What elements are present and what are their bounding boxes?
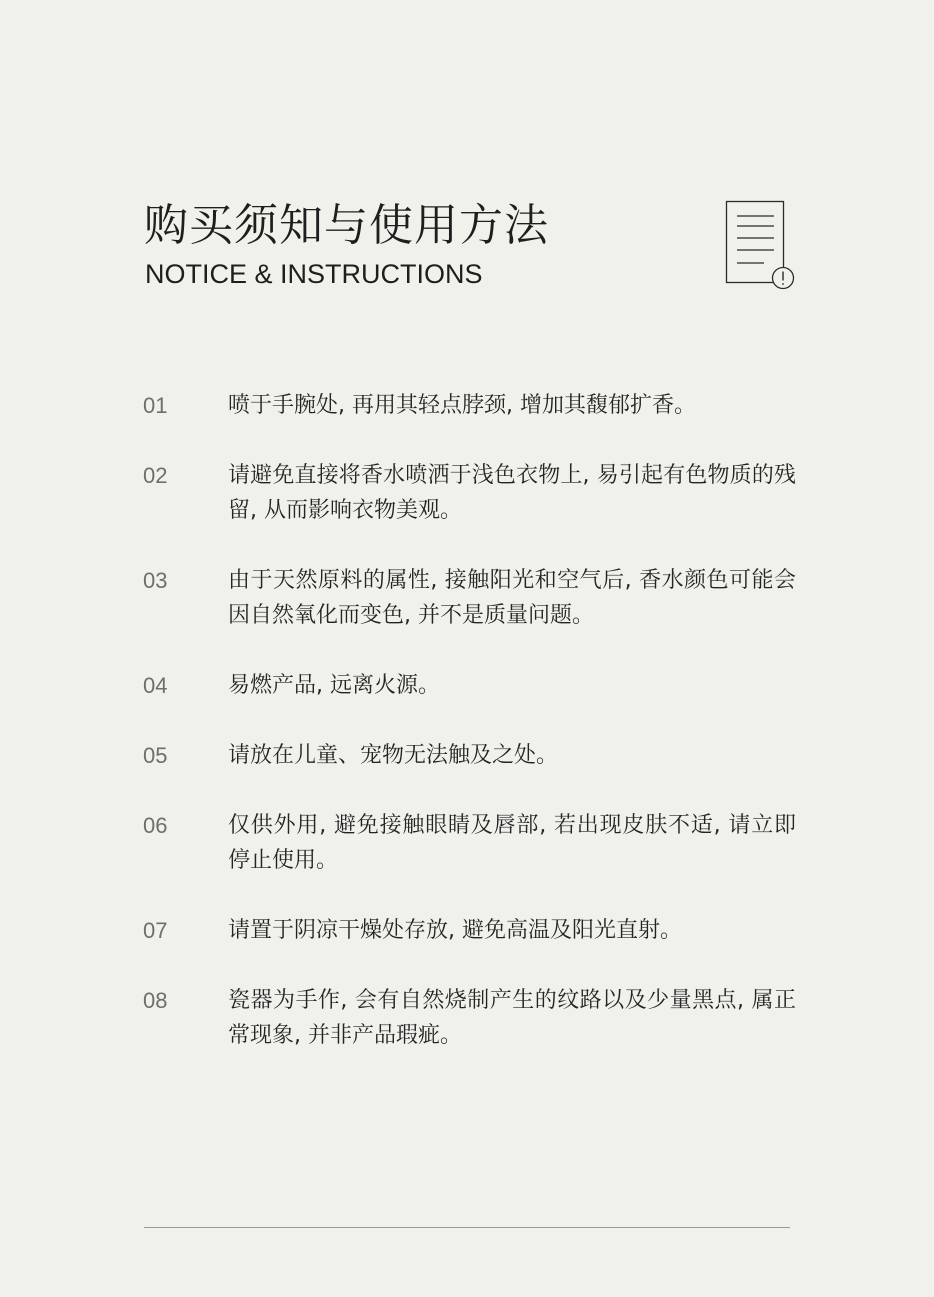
- page-title-en: NOTICE & INSTRUCTIONS: [145, 259, 483, 289]
- list-item: [143, 668, 803, 703]
- item-number: 01: [143, 393, 168, 418]
- list-item: [143, 388, 803, 423]
- list-item: [143, 808, 803, 878]
- item-number: 04: [143, 673, 168, 698]
- item-number: 07: [143, 918, 168, 943]
- list-item: [143, 738, 803, 773]
- page-title-cn: 购买须知与使用方法: [144, 200, 549, 251]
- item-text: 请避免直接将香水喷洒于浅色衣物上, 易引起有色物质的残留, 从而影响衣物美观。: [228, 463, 796, 523]
- bottom-divider: [144, 1227, 790, 1228]
- list-item: [143, 983, 803, 1053]
- item-text: 请放在儿童、宠物无法触及之处。: [228, 743, 559, 768]
- item-text: 由于天然原料的属性, 接触阳光和空气后, 香水颜色可能会因自然氧化而变色, 并不是质量问题。: [228, 568, 796, 628]
- item-number: 02: [143, 463, 168, 488]
- item-number: 03: [143, 568, 168, 593]
- instructions-list: [143, 388, 803, 1088]
- list-item: [143, 458, 803, 528]
- item-text: 请置于阴凉干燥处存放, 避免高温及阳光直射。: [228, 918, 682, 943]
- item-text: 易燃产品, 远离火源。: [228, 673, 440, 698]
- list-item: [143, 563, 803, 633]
- item-number: 05: [143, 743, 168, 768]
- item-number: 08: [143, 988, 168, 1013]
- document-warning-icon: [724, 199, 798, 293]
- item-number: 06: [143, 813, 168, 838]
- item-text: 瓷器为手作, 会有自然烧制产生的纹路以及少量黑点, 属正常现象, 并非产品瑕疵。: [228, 988, 796, 1048]
- item-text: 喷于手腕处, 再用其轻点脖颈, 增加其馥郁扩香。: [228, 393, 696, 418]
- item-text: 仅供外用, 避免接触眼睛及唇部, 若出现皮肤不适, 请立即停止使用。: [228, 813, 796, 873]
- list-item: [143, 913, 803, 948]
